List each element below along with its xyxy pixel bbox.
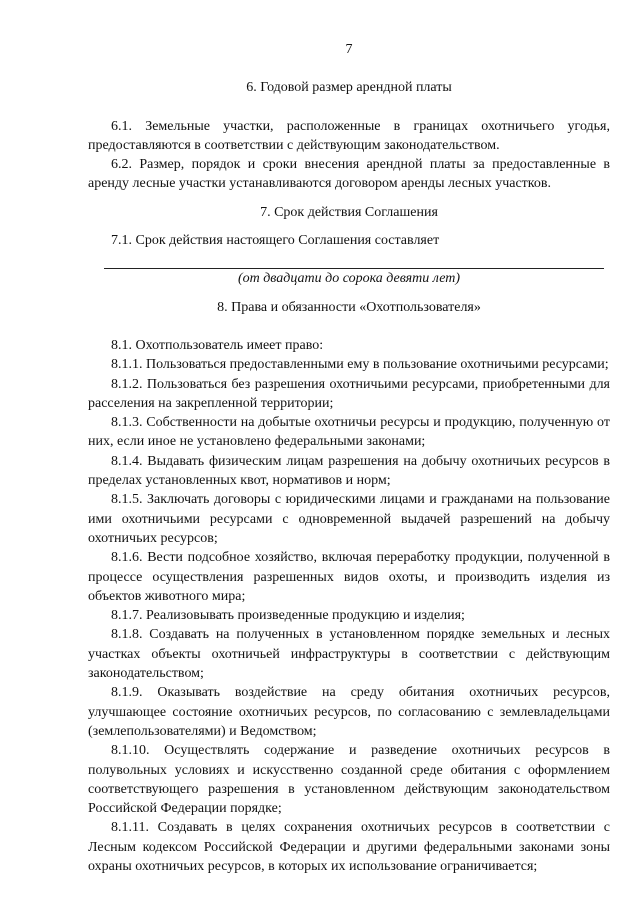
- page-number: 7: [345, 42, 353, 57]
- paragraph-6-2: 6.2. Размер, порядок и сроки внесения арендной платы за предоставленные в аренду лесные участки устанавливаются договором аренды лесных участков.: [88, 157, 610, 192]
- section-8-heading: 8. Права и обязанности «Охотпользователя»: [217, 299, 481, 315]
- paragraph-8-1-3: 8.1.3. Собственности на добытые охотничьи ресурсы и продукцию, полученную от них, если иное не установлено федеральными законами;: [88, 415, 610, 450]
- document-page: [88, 40, 610, 876]
- paragraph-8-1-6: 8.1.6. Вести подсобное хозяйство, включая переработку продукции, полученной в процессе осуществления разрешенных видов охоты, и производить изделия из объектов животного мира;: [88, 550, 610, 604]
- paragraph-8-1-11: 8.1.11. Создавать в целях сохранения охотничьих ресурсов в соответствии с Лесным кодексом Российской Федерации и другими федеральными законами зоны охраны охотничьих ресурсов, в которых их использование ограничивается;: [88, 820, 610, 874]
- paragraph-8-1-5: 8.1.5. Заключать договоры с юридическими лицами и гражданами на пользование ими охотничьими ресурсами с одновременной выдачей разрешений на добычу охотничьих ресурсов;: [88, 492, 610, 546]
- paragraph-8-1-8: 8.1.8. Создавать на полученных в установленном порядке земельных и лесных участках объекты охотничьей инфраструктуры в соответствии с действующим законодательством;: [88, 627, 610, 682]
- paragraph-8-1: 8.1. Охотпользователь имеет право:: [111, 337, 324, 353]
- paragraph-8-1-4: 8.1.4. Выдавать физическим лицам разрешения на добычу охотничьих ресурсов в пределах установленных квот, нормативов и норм;: [88, 453, 610, 489]
- paragraph-8-1-7: 8.1.7. Реализовывать произведенные продукцию и изделия;: [111, 608, 465, 624]
- paragraph-8-1-10: 8.1.10. Осуществлять содержание и разведение охотничьих ресурсов в полувольных условиях и искусственно созданной среде обитания с оформлением соответствующего разрешения в установленном действующим законодательством Российской Федерации порядке;: [88, 743, 610, 817]
- section-6-heading: 6. Годовой размер арендной платы: [246, 80, 452, 96]
- paragraph-8-1-2: 8.1.2. Пользоваться без разрешения охотничьими ресурсами, приобретенными для расселения на закрепленной территории;: [88, 376, 610, 411]
- section-7-heading: 7. Срок действия Соглашения: [260, 204, 438, 220]
- paragraph-8-1-1: 8.1.1. Пользоваться предоставленными ему в пользование охотничьими ресурсами;: [111, 357, 609, 373]
- paragraph-8-1-9: 8.1.9. Оказывать воздействие на среду обитания охотничьих ресурсов, улучшающее состояние охотничьих ресурсов, по согласованию с землевладельцами (землепользователями) и Ведомством;: [88, 685, 610, 739]
- term-note: (от двадцати до сорока девяти лет): [237, 271, 461, 287]
- paragraph-6-1: 6.1. Земельные участки, расположенные в границах охотничьего угодья, предоставляются в соответствии с действующим законодательством.: [88, 118, 610, 153]
- paragraph-7-1: 7.1. Срок действия настоящего Соглашения составляет: [111, 233, 440, 249]
